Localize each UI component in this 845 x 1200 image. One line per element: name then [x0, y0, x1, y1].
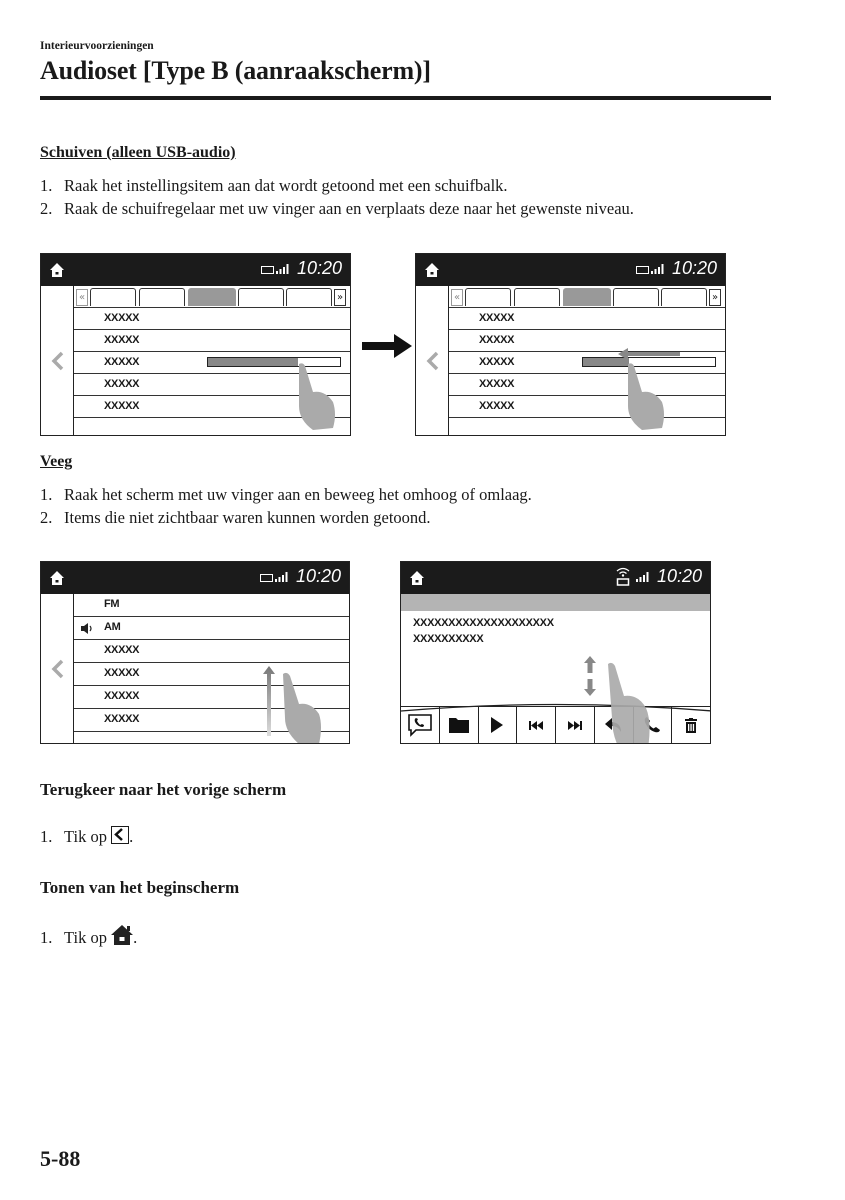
swipe-updown-arrow-icon	[584, 656, 596, 696]
battery-icon	[636, 266, 649, 274]
home-icon[interactable]	[409, 570, 425, 586]
title-divider	[40, 96, 771, 100]
swipe-heading: Veeg	[40, 453, 73, 470]
clock: 10:20	[671, 258, 717, 278]
home-icon[interactable]	[49, 262, 65, 278]
right-arrow-icon	[362, 334, 412, 358]
finger-hand-icon	[622, 362, 672, 432]
clock: 10:20	[296, 258, 342, 278]
finger-hand-icon	[293, 362, 343, 432]
message-line-2: XXXXXXXXXX	[413, 633, 484, 645]
signal-icon	[651, 264, 665, 274]
next-track-button[interactable]	[556, 707, 595, 743]
home-step: 1. Tik op .	[40, 924, 137, 948]
page-number: 5-88	[40, 1146, 81, 1171]
back-chevron-icon[interactable]	[51, 659, 65, 679]
list-item[interactable]: XXXXX	[74, 709, 349, 732]
status-bar	[416, 254, 725, 286]
battery-icon	[261, 266, 274, 274]
tab[interactable]	[613, 288, 659, 306]
clock: 10:20	[295, 566, 341, 586]
screen-slider-before	[40, 253, 351, 436]
slider-fill	[208, 358, 298, 366]
back-chevron-icon[interactable]	[51, 351, 65, 371]
play-button[interactable]	[479, 707, 518, 743]
list-item[interactable]: XXXXX	[449, 330, 725, 352]
list-item[interactable]: FM	[74, 594, 349, 617]
status-bar	[41, 254, 350, 286]
status-bar	[41, 562, 349, 594]
section-label: Interieurvoorzieningen	[40, 40, 154, 52]
left-column	[41, 286, 74, 435]
next-track-icon	[568, 721, 582, 730]
screen-slider-after	[415, 253, 726, 436]
folder-button[interactable]	[440, 707, 479, 743]
list-item[interactable]: XXXXX	[74, 308, 350, 330]
play-icon	[491, 717, 503, 733]
list-item[interactable]: XXXXX	[74, 686, 349, 709]
tab-strip	[74, 288, 350, 308]
list-item[interactable]: XXXXX	[74, 352, 350, 374]
tab[interactable]	[90, 288, 136, 306]
list-item[interactable]: XXXXX	[74, 374, 350, 396]
slide-step-2: 2. Raak de schuifregelaar met uw vinger aan en verplaats deze naar het gewenste niveau.	[40, 199, 634, 218]
finger-hand-icon	[279, 672, 329, 744]
message-header-bar	[401, 594, 710, 611]
tab[interactable]	[465, 288, 511, 306]
tabs-left-arrow[interactable]: «	[451, 289, 463, 306]
previous-track-button[interactable]	[517, 707, 556, 743]
signal-icon	[636, 572, 650, 582]
list-item[interactable]: AM	[74, 617, 349, 640]
previous-track-icon	[529, 721, 543, 730]
back-chevron-icon[interactable]	[426, 351, 440, 371]
tab[interactable]	[238, 288, 284, 306]
signal-icon	[275, 572, 289, 582]
slide-left-arrow-icon	[618, 347, 682, 361]
sms-reply-button[interactable]	[401, 707, 440, 743]
delete-icon	[685, 718, 697, 733]
tab-active[interactable]	[563, 288, 611, 306]
clock: 10:20	[656, 566, 702, 586]
setting-list	[449, 307, 725, 418]
back-step: 1. Tik op .	[40, 827, 134, 846]
list-item[interactable]: XXXXX	[449, 308, 725, 330]
back-heading: Terugkeer naar het vorige scherm	[40, 780, 287, 799]
list-item[interactable]: XXXXX	[74, 640, 349, 663]
battery-icon	[260, 574, 273, 582]
list-item[interactable]: XXXXX	[74, 663, 349, 686]
back-chevron-icon	[111, 826, 129, 844]
screen-message-swipe	[400, 561, 711, 744]
home-icon[interactable]	[49, 570, 65, 586]
status-bar	[401, 562, 710, 594]
list-item[interactable]: XXXXX	[74, 396, 350, 418]
speaker-icon	[81, 623, 93, 634]
list-item[interactable]: XXXXX	[449, 374, 725, 396]
home-icon	[111, 924, 133, 946]
tabs-right-arrow[interactable]: »	[334, 289, 346, 306]
finger-hand-icon	[604, 662, 658, 744]
left-column	[41, 594, 74, 743]
swipe-step-2: 2. Items die niet zichtbaar waren kunnen worden getoond.	[40, 508, 431, 527]
left-column	[416, 286, 449, 435]
list-item[interactable]: XXXXX	[449, 352, 725, 374]
tab[interactable]	[514, 288, 560, 306]
slide-heading: Schuiven (alleen USB-audio)	[40, 144, 236, 161]
tabs-right-arrow[interactable]: »	[709, 289, 721, 306]
swipe-up-arrow-icon	[263, 666, 275, 736]
tab[interactable]	[286, 288, 332, 306]
signal-icon	[276, 264, 290, 274]
folder-icon	[449, 717, 469, 733]
screen-list-swipe	[40, 561, 350, 744]
tab[interactable]	[139, 288, 185, 306]
message-controls	[401, 706, 710, 743]
list-item[interactable]: XXXXX	[449, 396, 725, 418]
list-item[interactable]: XXXXX	[74, 330, 350, 352]
sms-reply-icon	[407, 713, 433, 737]
page-title: Audioset [Type B (aanraakscherm)]	[40, 56, 431, 85]
home-icon[interactable]	[424, 262, 440, 278]
home-heading: Tonen van het beginscherm	[40, 878, 240, 897]
delete-button[interactable]	[672, 707, 710, 743]
tabs-left-arrow[interactable]: «	[76, 289, 88, 306]
wifi-battery-icon	[616, 566, 630, 586]
swipe-step-1: 1. Raak het scherm met uw vinger aan en beweeg het omhoog of omlaag.	[40, 485, 532, 504]
tab-strip	[449, 288, 725, 308]
message-line-1: XXXXXXXXXXXXXXXXXXXX	[413, 617, 554, 629]
slide-step-1: 1. Raak het instellingsitem aan dat wordt getoond met een schuifbalk.	[40, 176, 508, 195]
tab[interactable]	[661, 288, 707, 306]
tab-active[interactable]	[188, 288, 236, 306]
